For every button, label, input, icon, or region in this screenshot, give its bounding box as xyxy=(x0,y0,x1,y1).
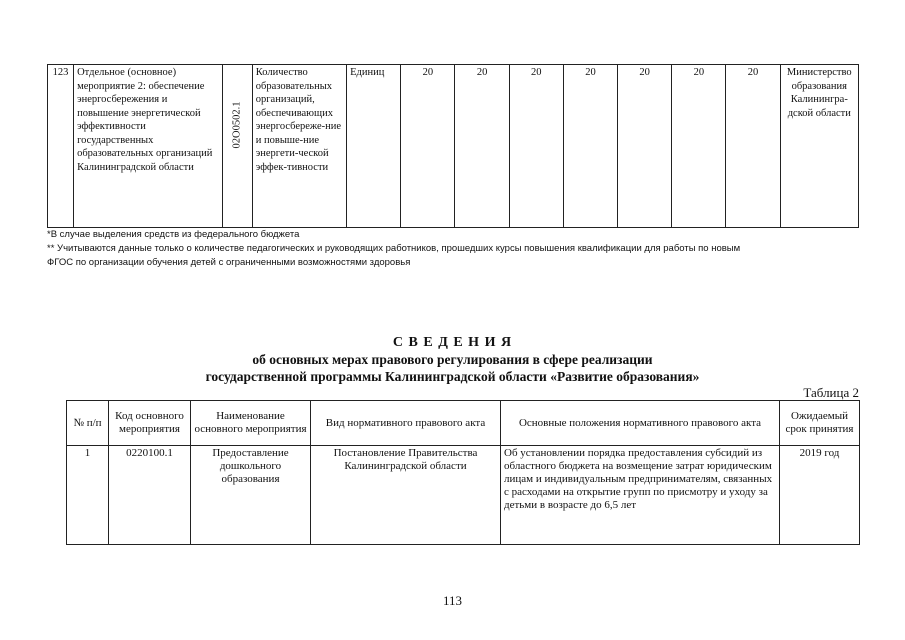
row-number: 123 xyxy=(48,65,74,228)
value-cell: 20 xyxy=(618,65,672,228)
header-code: Код основного мероприятия xyxy=(109,401,191,446)
header-provisions: Основные положения нормативного правового акта xyxy=(501,401,780,446)
value-cell: 20 xyxy=(672,65,726,228)
section-title: С В Е Д Е Н И Я xyxy=(392,335,513,350)
footnote-1: *В случае выделения средств из федерального бюджета xyxy=(47,229,300,240)
indicators-table xyxy=(47,64,859,228)
activity-name: Отдельное (основное) мероприятие 2: обеспечение энергосбережения и повышение энергетической эффективности государственных образовательных организаций Калининградской области xyxy=(74,65,223,228)
header-name: Наименование основного мероприятия xyxy=(191,401,311,446)
unit: Единиц xyxy=(347,65,401,228)
activity-name: Предоставление дошкольного образования xyxy=(191,446,311,545)
value-cell: 20 xyxy=(455,65,509,228)
activity-code: 0220100.1 xyxy=(109,446,191,545)
header-number: № п/п xyxy=(67,401,109,446)
header-deadline: Ожидаемый срок принятия xyxy=(780,401,860,446)
table-label: Таблица 2 xyxy=(803,385,859,400)
legal-measures-table xyxy=(66,400,860,545)
row-number: 1 xyxy=(67,446,109,545)
activity-code-cell xyxy=(222,65,252,228)
indicator-name: Количество образовательных организаций, обеспечивающих энергосбереже-ние и повыше-ние энергети-ческой эффек-тивности xyxy=(252,65,346,228)
section-subtitle-1: об основных мерах правового регулирования в сфере реализации xyxy=(252,352,653,367)
value-cell: 20 xyxy=(401,65,455,228)
section-subtitle-2: государственной программы Калининградской области «Развитие образования» xyxy=(205,369,700,384)
activity-code: 02О0502.1 xyxy=(231,101,243,149)
act-type: Постановление Правительства Калининградской области xyxy=(311,446,501,545)
value-cell: 20 xyxy=(563,65,617,228)
table-row xyxy=(67,446,860,545)
responsible-body: Министерство образования Калинингра-дской области xyxy=(780,65,858,228)
table-row xyxy=(48,65,859,228)
act-provisions: Об установлении порядка предоставления субсидий из областного бюджета на возмещение затрат юридическим лицам и индивидуальным предпринимателям, связанных с расходами на открытие групп по присмотру и уходу за детьми в возрасте до 6,5 лет xyxy=(501,446,780,545)
footnote-2: ** Учитываются данные только о количестве педагогических и руководящих работников, прошедших курсы повышения квалификации для работы по новым xyxy=(47,243,741,254)
value-cell: 20 xyxy=(509,65,563,228)
page-number: 113 xyxy=(442,593,463,608)
deadline: 2019 год xyxy=(780,446,860,545)
header-act-type: Вид нормативного правового акта xyxy=(311,401,501,446)
table-header-row xyxy=(67,401,860,446)
footnote-3: ФГОС по организации обучения детей с ограниченными возможностями здоровья xyxy=(47,257,411,268)
value-cell: 20 xyxy=(726,65,780,228)
